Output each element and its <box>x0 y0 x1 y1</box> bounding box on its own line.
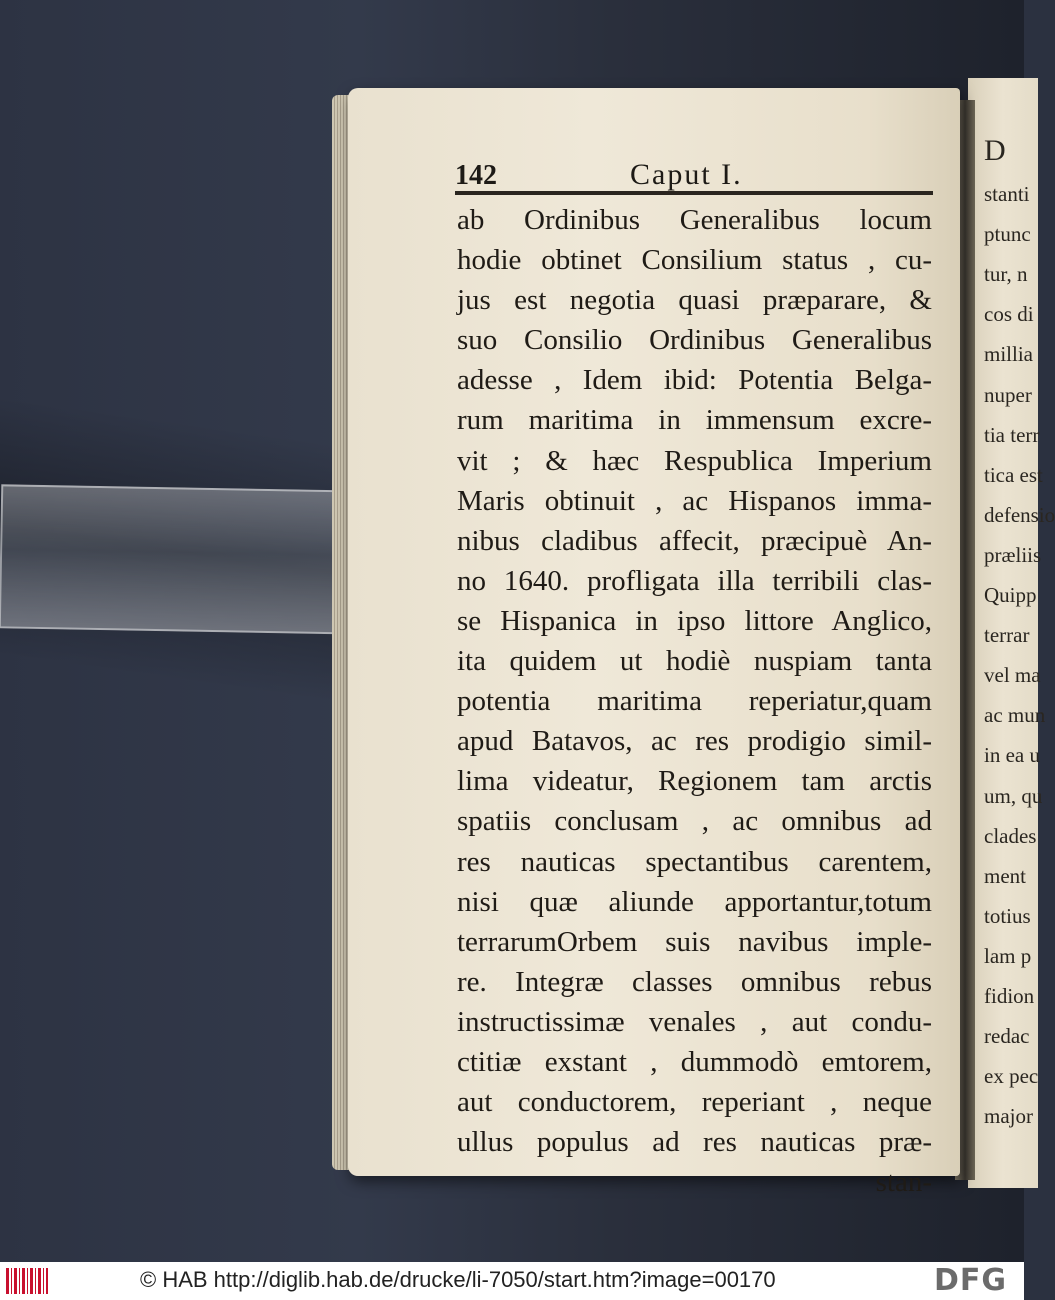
text-line: nibus cladibus affecit, præcipuè An- <box>457 524 932 557</box>
text-line: se Hispanica in ipso littore Anglico, <box>457 604 932 637</box>
facing-line: lam p <box>984 943 1032 968</box>
text-line: Maris obtinuit , ac Hispanos imma- <box>457 484 932 517</box>
page-number: 142 <box>455 160 497 191</box>
page-body-text <box>457 200 932 1202</box>
facing-line: major <box>984 1104 1033 1129</box>
text-line: instructissimæ venales , aut condu- <box>457 1005 932 1038</box>
text-line: suo Consilio Ordinibus Generalibus <box>457 324 932 357</box>
facing-line: fidion <box>984 983 1035 1008</box>
barcode-icon <box>6 1268 48 1294</box>
facing-line: nuper <box>984 382 1032 407</box>
facing-line: præliis <box>984 542 1042 567</box>
facing-line: millia <box>984 342 1033 367</box>
facing-line: stanti <box>984 182 1030 207</box>
facing-line: totius <box>984 903 1031 928</box>
text-line: ab Ordinibus Generalibus locum <box>457 204 932 236</box>
facing-line: um, qu <box>984 783 1043 808</box>
facing-line: Quipp <box>984 583 1037 608</box>
dfg-logo: DFG <box>934 1263 1008 1298</box>
catchword: stan- <box>875 1166 932 1199</box>
footer-bar <box>0 1262 1024 1300</box>
facing-page-text <box>984 134 1055 1136</box>
facing-line: ptunc <box>984 222 1031 247</box>
text-line: hodie obtinet Consilium status , cu- <box>457 244 932 277</box>
text-line: ita quidem ut hodiè nuspiam tanta <box>457 645 932 678</box>
text-line: ctitiæ exstant , dummodò emtorem, <box>457 1045 932 1078</box>
facing-line: ac mun <box>984 703 1046 728</box>
text-line: res nauticas spectantibus carentem, <box>457 845 932 878</box>
text-line: ullus populus ad res nauticas præ- <box>457 1126 932 1159</box>
facing-line: tur, n <box>984 262 1028 287</box>
text-line: apud Batavos, ac res prodigio simil- <box>457 725 932 758</box>
facing-line: vel ma <box>984 663 1041 688</box>
facing-line: ment <box>984 863 1026 888</box>
running-head: Caput I. <box>630 158 743 191</box>
text-line: potentia maritima reperiatur,quam <box>457 685 932 718</box>
text-line: terrarumOrbem suis navibus imple- <box>457 925 932 958</box>
facing-line: tica est <box>984 462 1043 487</box>
text-line: rum maritima in immensum excre- <box>457 404 932 437</box>
facing-line: tia terr <box>984 422 1040 447</box>
facing-line: ex pec <box>984 1064 1039 1089</box>
facing-line: clades <box>984 823 1037 848</box>
text-line: spatiis conclusam , ac omnibus ad <box>457 805 932 838</box>
text-line: adesse , Idem ibid: Potentia Belga- <box>457 364 932 397</box>
text-line: aut conductorem, reperiant , neque <box>457 1086 932 1119</box>
text-line: nisi quæ aliunde apportantur,totum <box>457 885 932 918</box>
text-line: lima videatur, Regionem tam arctis <box>457 765 932 798</box>
text-line: no 1640. profligata illa terribili clas- <box>457 564 932 597</box>
text-line: re. Integræ classes omnibus rebus <box>457 965 932 998</box>
facing-page-head: D <box>984 134 1006 167</box>
facing-line: in ea u <box>984 743 1040 768</box>
text-line: vit ; & hæc Respublica Imperium <box>457 444 932 477</box>
facing-line: defensio <box>984 502 1055 527</box>
facing-line: cos di <box>984 302 1034 327</box>
facing-line: terrar <box>984 623 1030 648</box>
header-rule <box>455 191 933 195</box>
copyright-link[interactable]: © HAB http://diglib.hab.de/drucke/li-7050/start.htm?image=00170 <box>140 1267 776 1292</box>
facing-line: redac <box>984 1024 1030 1049</box>
text-line: jus est negotia quasi præparare, & <box>457 284 932 317</box>
